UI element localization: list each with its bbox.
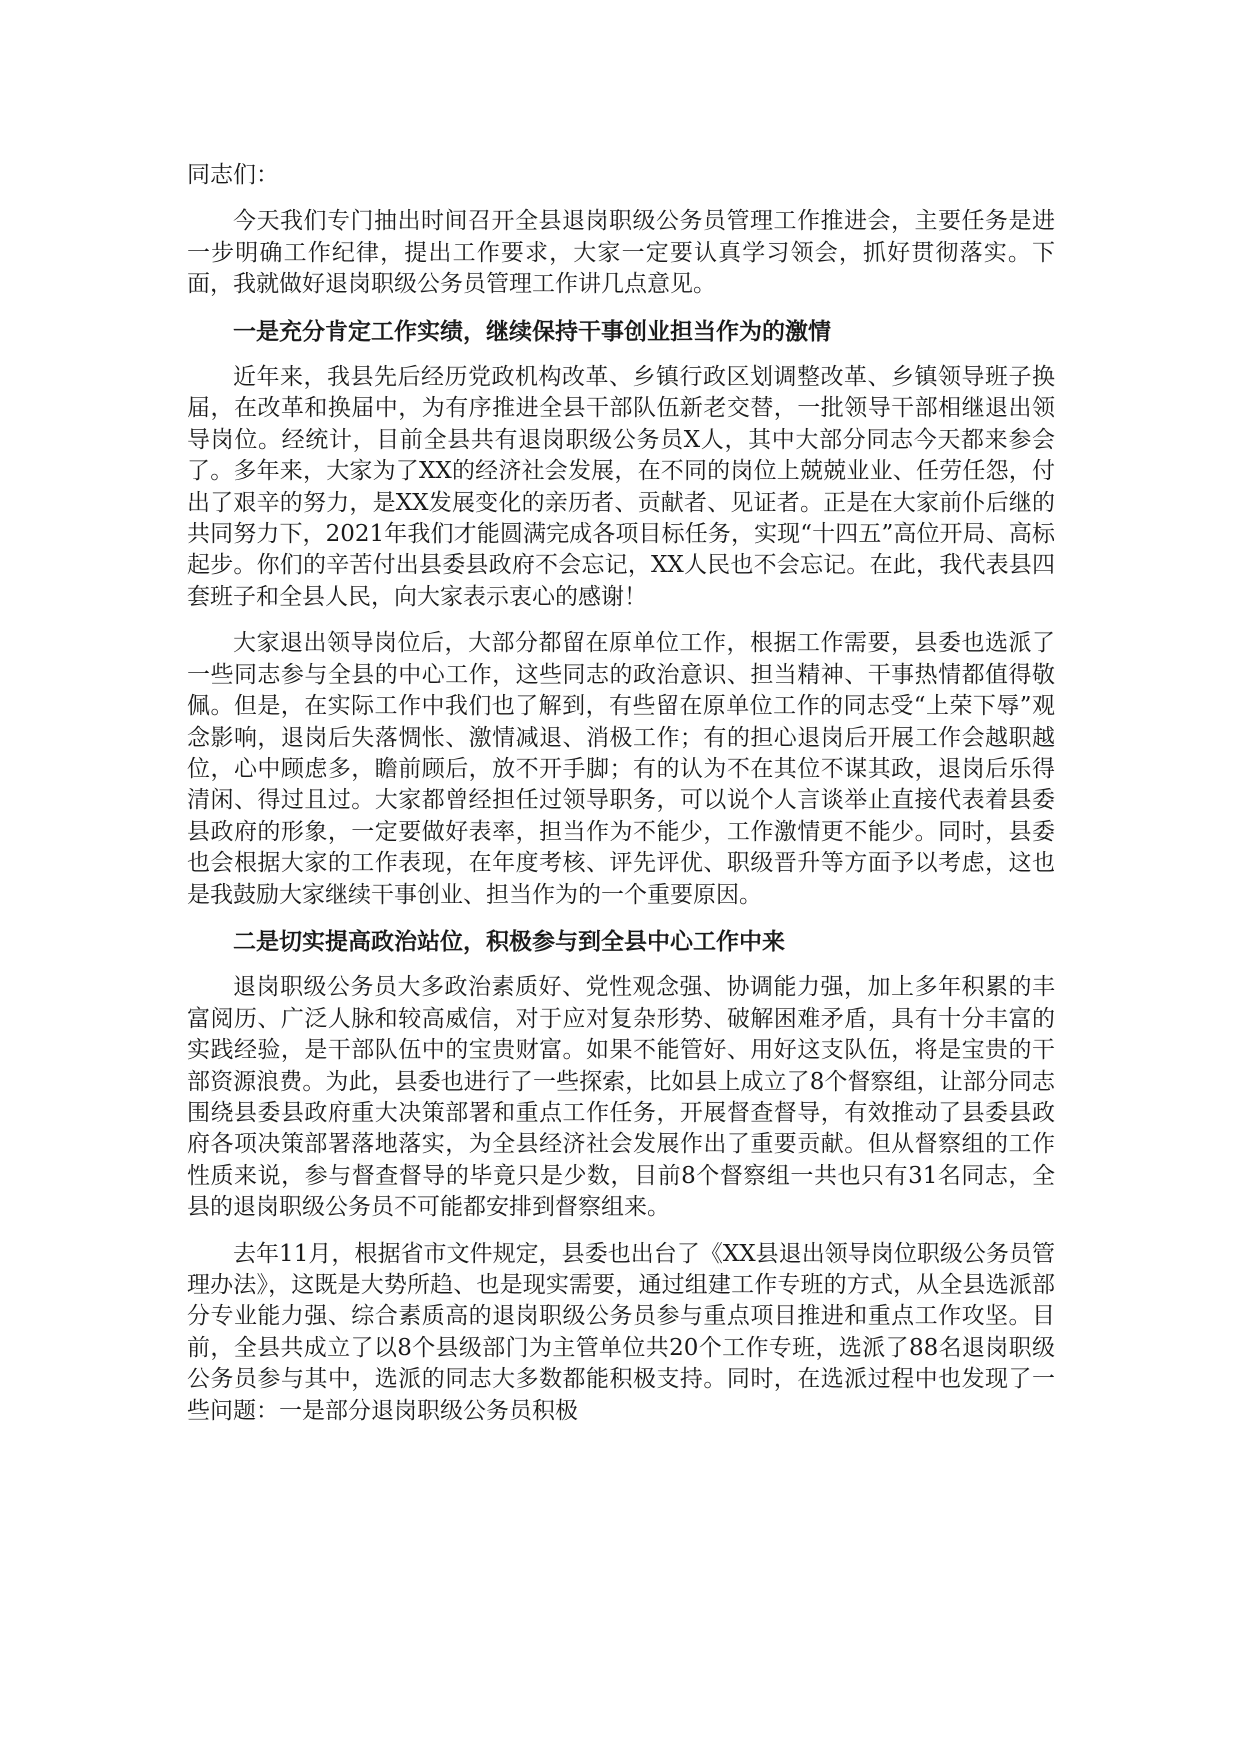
section-1-paragraph-1: 近年来，我县先后经历党政机构改革、乡镇行政区划调整改革、乡镇领导班子换届，在改革和换届中，为有序推进全县干部队伍新老交替，一批领导干部相继退出领导岗位。经统计，目前全县共有退岗职级公务员X人，其中大部分同志今天都来参会了。多年来，大家为了XX的经济社会发展，在不同的岗位上兢兢业业、任劳任怨，付出了艰辛的努力，是XX发展变化的亲历者、贡献者、见证者。正是在大家前仆后继的共同努力下，2021年我们才能圆满完成各项目标任务，实现“十四五”高位开局、高标起步。你们的辛苦付出县委县政府不会忘记，XX人民也不会忘记。在此，我代表县四套班子和全县人民，向大家表示衷心的感谢！ — [187, 364, 1055, 610]
salutation: 同志们： — [187, 162, 279, 188]
section-2-paragraph-1: 退岗职级公务员大多政治素质好、党性观念强、协调能力强，加上多年积累的丰富阅历、广泛人脉和较高威信，对于应对复杂形势、破解困难矛盾，具有十分丰富的实践经验，是干部队伍中的宝贵财富。如果不能管好、用好这支队伍，将是宝贵的干部资源浪费。为此，县委也进行了一些探索，比如县上成立了8个督察组，让部分同志围绕县委县政府重大决策部署和重点工作任务，开展督查督导，有效推动了县委县政府各项决策部署落地落实，为全县经济社会发展作出了重要贡献。但从督察组的工作性质来说，参与督查督导的毕竟只是少数，目前8个督察组一共也只有31名同志，全县的退岗职级公务员不可能都安排到督察组来。 — [187, 974, 1055, 1221]
section-1-heading: 一是充分肯定工作实绩，继续保持干事创业担当作为的激情 — [233, 317, 831, 345]
section-2-heading: 二是切实提高政治站位，积极参与到全县中心工作中来 — [233, 927, 785, 955]
intro-paragraph: 今天我们专门抽出时间召开全县退岗职级公务员管理工作推进会，主要任务是进一步明确工作纪律，提出工作要求，大家一定要认真学习领会，抓好贯彻落实。下面，我就做好退岗职级公务员管理工作讲几点意见。 — [187, 208, 1055, 298]
section-1-paragraph-2: 大家退出领导岗位后，大部分都留在原单位工作，根据工作需要，县委也选派了一些同志参与全县的中心工作，这些同志的政治意识、担当精神、干事热情都值得敬佩。但是，在实际工作中我们也了解到，有些留在原单位工作的同志受“上荣下辱”观念影响，退岗后失落惆怅、激情减退、消极工作；有的担心退岗后开展工作会越职越位，心中顾虑多，瞻前顾后，放不开手脚；有的认为不在其位不谋其政，退岗后乐得清闲、得过且过。大家都曾经担任过领导职务，可以说个人言谈举止直接代表着县委县政府的形象，一定要做好表率，担当作为不能少，工作激情更不能少。同时，县委也会根据大家的工作表现，在年度考核、评先评优、职级晋升等方面予以考虑，这也是我鼓励大家继续干事创业、担当作为的一个重要原因。 — [187, 630, 1055, 908]
section-2-paragraph-2: 去年11月，根据省市文件规定，县委也出台了《XX县退出领导岗位职级公务员管理办法》，这既是大势所趋、也是现实需要，通过组建工作专班的方式，从全县选派部分专业能力强、综合素质高的退岗职级公务员参与重点项目推进和重点工作攻坚。目前，全县共成立了以8个县级部门为主管单位共20个工作专班，选派了88名退岗职级公务员参与其中，选派的同志大多数都能积极支持。同时，在选派过程中也发现了一些问题：一是部分退岗职级公务员积极 — [187, 1240, 1055, 1424]
document-body — [187, 160, 1055, 1442]
